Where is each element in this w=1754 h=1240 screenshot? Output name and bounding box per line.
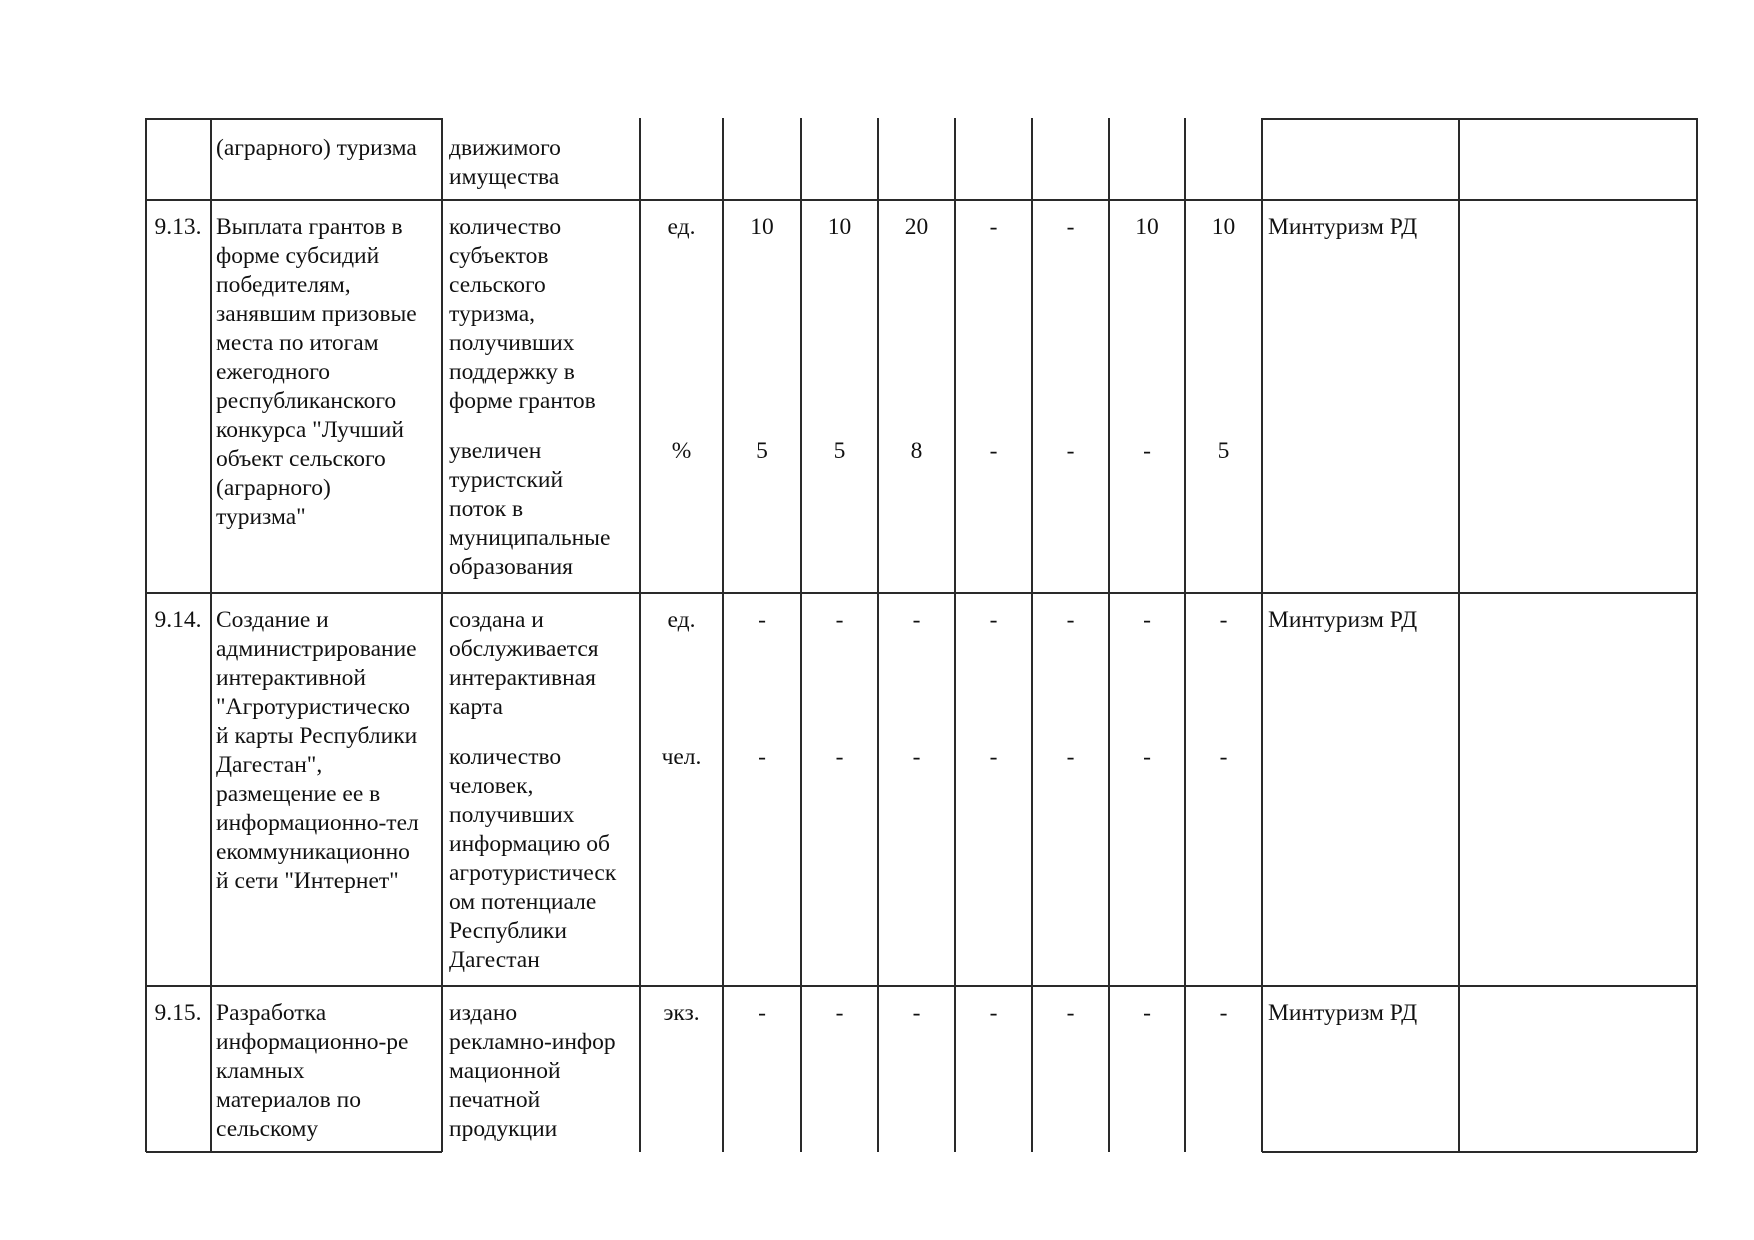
column-rule [954, 118, 956, 1152]
value-cell: - [1143, 607, 1151, 633]
row-name: Создание и администрирование интерактивной "Агротуристическо й карты Республики Дагестан", размещение ее в информационно-тел екоммуникационно й сети "Интернет" [216, 607, 419, 894]
column-rule [145, 118, 147, 1152]
table-bottom-rule [146, 1151, 442, 1153]
column-rule [722, 118, 724, 1152]
value-cell: - [912, 744, 921, 770]
value-cell: 10 [750, 214, 774, 240]
column-rule [639, 118, 641, 1152]
column-rule [877, 118, 879, 1152]
value-cell: - [1066, 214, 1075, 240]
value-cell: 10 [827, 214, 852, 240]
value-cell: - [912, 607, 921, 633]
table-top-rule-right [1262, 118, 1697, 120]
indicator-text: количество человек, получивших информацию об агротуристическ ом потенциале Республики Дагестан [449, 744, 617, 973]
indicator-text: создана и обслуживается интерактивная карта [449, 607, 599, 720]
unit-cell: ед. [667, 214, 696, 240]
row-number: 9.15. [154, 1000, 202, 1026]
column-rule [210, 118, 212, 1152]
unit-cell: % [671, 438, 692, 464]
value-cell: - [989, 607, 998, 633]
unit-cell: чел. [661, 744, 702, 770]
unit-cell: экз. [663, 1000, 700, 1026]
value-cell: - [989, 214, 998, 240]
column-rule [1031, 118, 1033, 1152]
value-cell: - [758, 607, 766, 633]
executor-cell: Минтуризм РД [1268, 214, 1418, 240]
value-cell: - [989, 744, 998, 770]
value-cell: - [1143, 1000, 1151, 1026]
indicator-text: увеличен туристский поток в муниципальные образования [449, 438, 611, 580]
row-name: Разработка информационно-ре кламных материалов по сельскому [216, 1000, 409, 1142]
value-cell: - [1066, 744, 1075, 770]
indicator-text: издано рекламно-инфор мационной печатной продукции [449, 1000, 616, 1142]
value-cell: - [1066, 1000, 1075, 1026]
row-number: 9.13. [154, 214, 202, 240]
value-cell: 10 [1135, 214, 1159, 240]
column-rule [1458, 118, 1460, 1152]
row-rule [146, 199, 1697, 201]
value-cell: 20 [904, 214, 929, 240]
table-top-rule [146, 118, 442, 120]
column-rule [441, 118, 443, 1152]
value-cell: 5 [1217, 438, 1230, 464]
executor-cell: Минтуризм РД [1268, 1000, 1418, 1026]
value-cell: 5 [756, 438, 768, 464]
value-cell: - [912, 1000, 921, 1026]
value-cell: - [1066, 607, 1075, 633]
table-bottom-rule-right [1262, 1151, 1697, 1153]
row-number: 9.14. [154, 607, 202, 633]
value-cell: - [1219, 744, 1228, 770]
column-rule [800, 118, 802, 1152]
executor-cell: Минтуризм РД [1268, 607, 1418, 633]
unit-cell: ед. [667, 607, 696, 633]
value-cell: - [1143, 744, 1151, 770]
column-rule [1261, 118, 1263, 1152]
row-rule [146, 985, 1697, 987]
column-rule [1696, 118, 1698, 1152]
value-cell: - [758, 744, 766, 770]
value-cell: - [835, 607, 844, 633]
value-cell: - [1219, 607, 1228, 633]
value-cell: - [1066, 438, 1075, 464]
cont-row-indicator: движимого имущества [449, 135, 561, 190]
row-name: Выплата грантов в форме субсидий победителям, занявшим призовые места по итогам ежегодного республиканского конкурса "Лучший объект сельского (аграрного) туризма" [216, 214, 417, 530]
value-cell: 5 [833, 438, 846, 464]
value-cell: - [1219, 1000, 1228, 1026]
column-rule [1108, 118, 1110, 1152]
indicator-text: количество субъектов сельского туризма, получивших поддержку в форме грантов [449, 214, 596, 414]
column-rule [1184, 118, 1186, 1152]
value-cell: - [835, 1000, 844, 1026]
cont-row-name: (аграрного) туризма [216, 135, 417, 161]
value-cell: - [835, 744, 844, 770]
value-cell: - [1143, 438, 1151, 464]
value-cell: - [758, 1000, 766, 1026]
value-cell: 8 [910, 438, 923, 464]
value-cell: - [989, 438, 998, 464]
value-cell: - [989, 1000, 998, 1026]
row-rule [146, 592, 1697, 594]
value-cell: 10 [1211, 214, 1236, 240]
